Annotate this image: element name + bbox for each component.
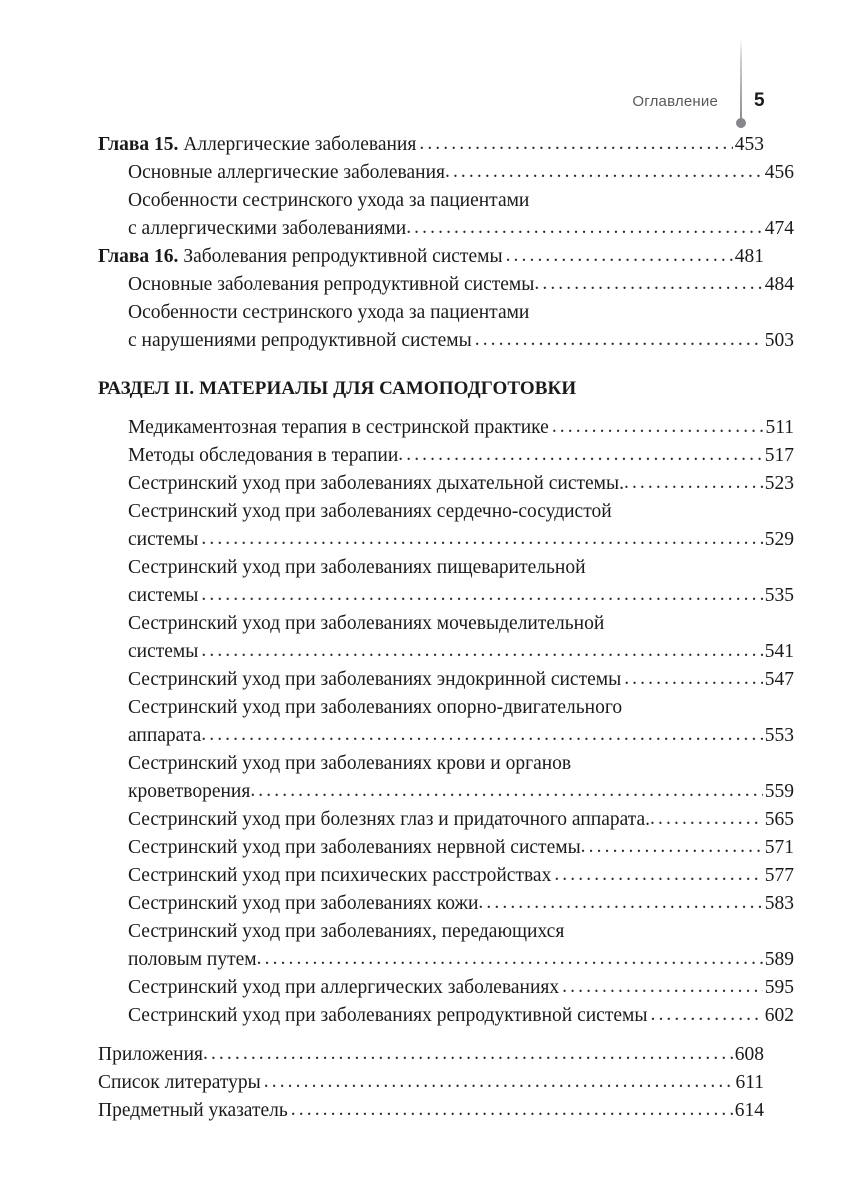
toc-entry-page-number: 511	[765, 417, 794, 438]
toc-entry-page-number: 611	[735, 1072, 764, 1093]
toc-entry[interactable]	[98, 470, 794, 498]
toc-entry-label	[128, 974, 559, 1002]
toc-entry-page-number: 503	[764, 330, 794, 351]
toc-entry-label	[98, 131, 416, 159]
toc-dot-leader	[562, 973, 763, 1001]
toc-dot-leader	[203, 1040, 733, 1068]
toc-entry[interactable]	[98, 638, 794, 666]
toc-entry-page-number: 529	[764, 529, 794, 550]
toc-dot-leader	[406, 214, 763, 242]
toc-dot-leader	[552, 413, 764, 441]
toc-entry[interactable]	[98, 1069, 764, 1097]
toc-entry-page-number: 602	[764, 1005, 794, 1026]
toc-entry-label	[128, 470, 624, 498]
toc-dot-leader	[624, 469, 763, 497]
toc-entry[interactable]	[98, 610, 794, 638]
toc-entry-page-number: 517	[764, 445, 794, 466]
toc-dot-leader	[291, 1096, 733, 1124]
toc-entry[interactable]	[98, 918, 794, 946]
toc-entry-label	[128, 271, 534, 299]
toc-entry-label	[98, 243, 503, 271]
toc-entry-label	[128, 215, 406, 243]
toc-entry-page-number: 547	[764, 669, 794, 690]
toc-entry-page-number: 453	[734, 134, 764, 155]
running-head-label: Оглавление	[632, 93, 718, 110]
toc-entry-title: Медикаментозная терапия в сестринской практике	[128, 417, 549, 438]
toc-dot-leader	[475, 326, 763, 354]
toc-entry[interactable]	[98, 414, 794, 442]
toc-entry[interactable]	[98, 862, 794, 890]
toc-entry-page-number: 481	[734, 246, 764, 267]
toc-entry-title: Приложения	[98, 1044, 203, 1065]
toc-entry-label	[128, 414, 549, 442]
toc-entry-title: Сестринский уход при заболеваниях пищеварительной	[128, 557, 586, 578]
toc-entry[interactable]	[98, 834, 794, 862]
toc-dot-leader	[534, 270, 762, 298]
toc-entry-title: Сестринский уход при заболеваниях опорно-двигательного	[128, 697, 623, 718]
toc-entry-label	[128, 327, 472, 355]
toc-dot-leader	[257, 945, 763, 973]
toc-entry-page-number: 553	[764, 725, 794, 746]
toc-entry-label	[128, 610, 604, 638]
toc-entry-label	[128, 694, 622, 722]
toc-entry-label	[128, 159, 445, 187]
page-number: 5	[754, 90, 765, 111]
toc-entry-page-number: 484	[764, 274, 794, 295]
toc-group-back-matter	[98, 1041, 764, 1125]
toc-entry-label	[128, 498, 612, 526]
toc-dot-leader	[650, 805, 763, 833]
toc-entry-label	[128, 187, 529, 215]
toc-entry-title: Методы обследования в терапии	[128, 445, 399, 466]
toc-entry[interactable]	[98, 722, 794, 750]
toc-entry-title: Заболевания репродуктивной системы	[178, 246, 503, 267]
running-head-dot	[736, 118, 746, 128]
toc-entry-label	[98, 1097, 288, 1125]
toc-dot-leader	[419, 130, 732, 158]
toc-entry-page-number: 589	[764, 949, 794, 970]
toc-entry[interactable]	[98, 131, 764, 159]
toc-entry-title: Сестринский уход при заболеваниях репродуктивной системы	[128, 1005, 648, 1026]
toc-entry-title: с аллергическими заболеваниями	[128, 218, 407, 239]
toc-entry[interactable]	[98, 582, 794, 610]
toc-entry[interactable]	[98, 215, 794, 243]
toc-dot-leader	[398, 441, 763, 469]
toc-entry-title: Основные заболевания репродуктивной системы	[128, 274, 535, 295]
toc-entry[interactable]	[98, 946, 794, 974]
toc-entry-chapter-prefix: Глава 16.	[98, 246, 179, 267]
toc-entry-title: Особенности сестринского ухода за пациентами	[128, 302, 530, 323]
toc-entry[interactable]	[98, 243, 764, 271]
toc-entry-page-number: 608	[734, 1044, 764, 1065]
toc-entry-title: системы	[128, 585, 199, 606]
toc-group-chapters	[98, 131, 794, 355]
toc-dot-leader	[554, 861, 762, 889]
toc-dot-leader	[624, 665, 763, 693]
toc-entry-chapter-prefix: Глава 15.	[98, 134, 179, 155]
toc-entry[interactable]	[98, 890, 794, 918]
toc-entry-label	[128, 526, 198, 554]
toc-entry-title: Сестринский уход при заболеваниях, передающихся	[128, 921, 565, 942]
toc-entry-title: с нарушениями репродуктивной системы	[128, 330, 472, 351]
toc-entry-label	[128, 582, 198, 610]
running-head-rule	[740, 38, 742, 122]
toc-entry-label	[128, 1002, 647, 1030]
toc-entry-label	[128, 299, 529, 327]
toc-entry[interactable]	[98, 271, 794, 299]
toc-entry-title: кроветворения	[128, 781, 251, 802]
toc-entry[interactable]	[98, 1041, 764, 1069]
toc-entry-title: системы	[128, 641, 199, 662]
section-heading: РАЗДЕЛ II. МАТЕРИАЛЫ ДЛЯ САМОПОДГОТОВКИ	[98, 378, 577, 399]
toc-entry-label	[128, 806, 650, 834]
toc-entry[interactable]	[98, 327, 794, 355]
toc-dot-leader	[201, 637, 762, 665]
toc-entry-label	[128, 918, 564, 946]
toc-entry[interactable]	[98, 750, 794, 778]
toc-entry[interactable]	[98, 974, 794, 1002]
toc-entry[interactable]	[98, 666, 794, 694]
toc-entry[interactable]	[98, 694, 794, 722]
running-head	[0, 0, 858, 130]
toc-dot-leader	[250, 777, 762, 805]
toc-entry[interactable]	[98, 806, 794, 834]
toc-entry-page-number: 535	[764, 585, 794, 606]
toc-dot-leader	[201, 525, 762, 553]
toc-dot-leader	[445, 158, 763, 186]
toc-entry-label	[98, 1069, 261, 1097]
toc-entry-title: Сестринский уход при заболеваниях мочевыделительной	[128, 613, 605, 634]
toc-dot-leader	[650, 1001, 762, 1029]
toc-entry[interactable]	[98, 554, 794, 582]
toc-entry-label	[128, 946, 257, 974]
toc-entry-page-number: 456	[764, 162, 794, 183]
toc-entry-title: Сестринский уход при болезнях глаз и придаточного аппарата.	[128, 809, 651, 830]
table-of-contents	[98, 131, 794, 1125]
toc-entry-title: аппарата	[128, 725, 202, 746]
toc-entry-page-number: 565	[764, 809, 794, 830]
toc-entry-title: Предметный указатель	[98, 1100, 288, 1121]
toc-entry-page-number: 583	[764, 893, 794, 914]
toc-entry-label	[128, 638, 198, 666]
toc-entry-title: Сестринский уход при заболеваниях сердечно-сосудистой	[128, 501, 612, 522]
toc-entry-page-number: 577	[764, 865, 794, 886]
toc-entry[interactable]	[98, 442, 794, 470]
toc-entry[interactable]	[98, 526, 794, 554]
toc-entry[interactable]	[98, 187, 794, 215]
toc-entry-page-number: 559	[764, 781, 794, 802]
toc-entry-label	[128, 778, 250, 806]
toc-entry-title: Сестринский уход при заболеваниях крови и органов	[128, 753, 572, 774]
toc-entry-page-number: 474	[764, 218, 794, 239]
toc-entry-label	[128, 554, 586, 582]
toc-entry-title: системы	[128, 529, 199, 550]
toc-entry-title: Сестринский уход при заболеваниях дыхательной системы.	[128, 473, 624, 494]
toc-entry[interactable]	[98, 1097, 764, 1125]
toc-entry-label	[128, 442, 398, 470]
toc-entry-title: Особенности сестринского ухода за пациентами	[128, 190, 530, 211]
toc-dot-leader	[581, 833, 763, 861]
toc-entry-page-number: 595	[764, 977, 794, 998]
toc-entry-title: половым путем	[128, 949, 257, 970]
toc-dot-leader	[201, 581, 762, 609]
toc-entry-title: Аллергические заболевания	[178, 134, 417, 155]
toc-entry-title: Сестринский уход при заболеваниях кожи	[128, 893, 479, 914]
toc-entry-page-number: 571	[764, 837, 794, 858]
toc-entry-label	[128, 750, 571, 778]
toc-entry-label	[128, 722, 201, 750]
toc-dot-leader	[264, 1068, 734, 1096]
toc-entry-title: Сестринский уход при психических расстройствах	[128, 865, 552, 886]
toc-entry-title: Сестринский уход при заболеваниях эндокринной системы	[128, 669, 622, 690]
toc-entry-page-number: 614	[734, 1100, 764, 1121]
toc-entry-label	[128, 890, 478, 918]
toc-entry-title: Сестринский уход при аллергических заболеваниях	[128, 977, 560, 998]
toc-dot-leader	[201, 721, 763, 749]
toc-entry-title: Список литературы	[98, 1072, 261, 1093]
toc-entry-page-number: 523	[764, 473, 794, 494]
toc-entry-title: Сестринский уход при заболеваниях нервной системы	[128, 837, 581, 858]
toc-dot-leader	[478, 889, 762, 917]
toc-entry[interactable]	[98, 159, 794, 187]
toc-entry-label	[128, 834, 581, 862]
toc-entry-label	[128, 666, 621, 694]
toc-entry-label	[128, 862, 551, 890]
toc-entry-title: Основные аллергические заболевания	[128, 162, 445, 183]
toc-entry[interactable]	[98, 1002, 794, 1030]
toc-entry[interactable]	[98, 299, 794, 327]
toc-entry-page-number: 541	[764, 641, 794, 662]
toc-dot-leader	[506, 242, 733, 270]
toc-entry[interactable]	[98, 778, 794, 806]
toc-group-self-study	[98, 414, 794, 1030]
toc-entry-label	[98, 1041, 203, 1069]
toc-entry[interactable]	[98, 498, 794, 526]
